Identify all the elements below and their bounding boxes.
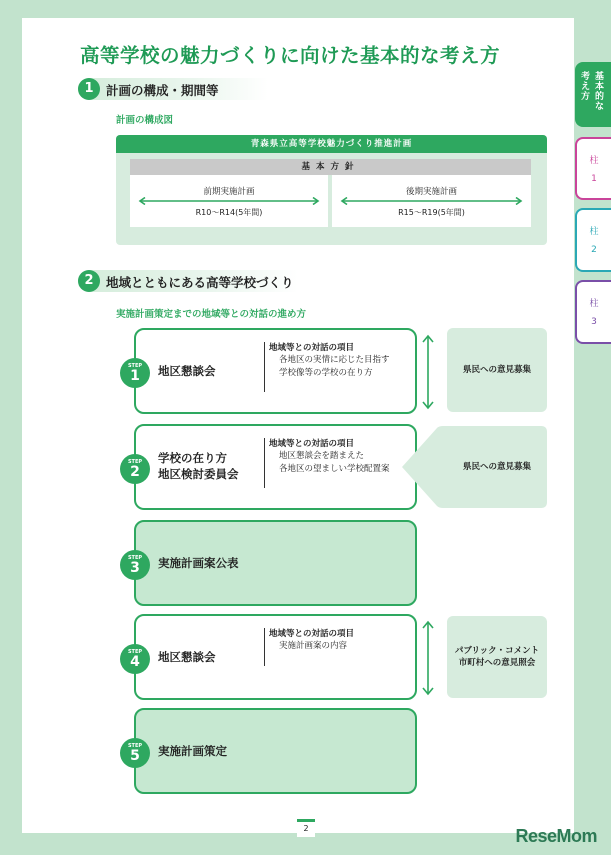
step-1-box [127, 328, 417, 414]
tab-pillar-label: 柱 [589, 227, 599, 237]
side-box-3-line2: 市町村への意見照会 [458, 658, 536, 668]
phase-late-period: R15～R19(5年間) [398, 208, 465, 217]
step-1-badge [120, 358, 150, 388]
section-1-sub-label: 計画の構成図 [116, 115, 174, 126]
step-5-badge [120, 738, 150, 768]
dialog-line: 各地区の実情に応じた目指す [279, 355, 390, 365]
section-2-title: 地域とともにある高等学校づくり [106, 275, 294, 290]
step-3-badge [120, 550, 150, 580]
step-2-dialog [264, 438, 390, 488]
tab-pillar-number: 1 [591, 174, 597, 184]
tab-pillar-1[interactable] [575, 137, 611, 200]
dialog-line: 学校像等の学校の在り方 [279, 368, 373, 378]
step-2-title-line1: 学校の在り方 [158, 451, 227, 465]
step-number: 1 [130, 368, 140, 384]
section-2-number: 2 [78, 270, 100, 292]
double-arrow-icon [138, 197, 320, 205]
step-1-title: 地区懇談会 [158, 364, 216, 378]
tab-basic-approach-col1: 基本的な [594, 72, 604, 112]
plan-structure-diagram [116, 135, 547, 245]
vertical-double-arrow-icon [420, 620, 436, 696]
tab-pillar-number: 3 [591, 317, 597, 327]
side-box-1 [447, 328, 547, 412]
step-4-dialog [264, 628, 354, 666]
basic-policy: 基本方針 [130, 159, 531, 175]
dialog-line: 各地区の望ましい学校配置案 [279, 464, 390, 474]
dialog-line: 実施計画案の内容 [279, 641, 348, 651]
step-word: STEP [127, 459, 143, 465]
tab-pillar-3[interactable] [575, 280, 611, 344]
side-box-1-text: 県民への意見募集 [462, 365, 531, 375]
step-word: STEP [127, 649, 143, 655]
page [22, 18, 574, 833]
step-number: 4 [130, 654, 140, 670]
step-2-badge [120, 454, 150, 484]
step-3-title: 実施計画案公表 [158, 556, 239, 570]
step-number: 5 [130, 748, 140, 764]
step-word: STEP [127, 363, 143, 369]
section-1-number: 1 [78, 78, 100, 100]
step-2-box [127, 424, 417, 510]
plan-title: 青森県立高等学校魅力づくり推進計画 [116, 135, 547, 153]
tab-pillar-2[interactable] [575, 208, 611, 272]
resemom-logo: ReseMom [515, 826, 597, 846]
side-box-3 [447, 616, 547, 698]
side-box-3-line1: パブリック・コメント [454, 646, 540, 656]
side-box-2-text: 県民への意見募集 [462, 462, 531, 472]
section-2-sub-label: 実施計画策定までの地域等との対話の進め方 [116, 309, 307, 320]
double-arrow-icon [340, 197, 523, 205]
section-1-title: 計画の構成・期間等 [106, 83, 219, 98]
dialog-heading: 地域等との対話の項目 [269, 343, 355, 353]
step-3-box [127, 520, 417, 606]
step-2-title-line2: 地区検討委員会 [158, 467, 239, 481]
phase-late [332, 175, 531, 227]
step-number: 3 [130, 560, 140, 576]
phase-early [130, 175, 328, 227]
step-word: STEP [127, 555, 143, 561]
tab-pillar-label: 柱 [589, 299, 599, 309]
step-number: 2 [130, 464, 140, 480]
phase-early-period: R10～R14(5年間) [195, 208, 263, 217]
dialog-line: 地区懇談会を踏まえた [279, 451, 365, 461]
page-number: 2 [297, 819, 315, 837]
step-word: STEP [127, 743, 143, 749]
tab-basic-approach-col2: 考え方 [580, 72, 590, 102]
step-4-box [127, 614, 417, 700]
phase-early-name: 前期実施計画 [203, 187, 255, 197]
step-1-dialog [264, 342, 390, 392]
dialog-heading: 地域等との対話の項目 [269, 439, 355, 449]
tab-basic-approach[interactable] [575, 62, 611, 127]
step-4-title: 地区懇談会 [158, 650, 216, 664]
vertical-double-arrow-icon [420, 334, 436, 410]
step-5-box [127, 708, 417, 794]
page-title: 高等学校の魅力づくりに向けた基本的な考え方 [80, 44, 501, 67]
phase-late-name: 後期実施計画 [405, 187, 457, 197]
dialog-heading: 地域等との対話の項目 [269, 629, 355, 639]
section-1-header [78, 78, 268, 100]
tab-pillar-label: 柱 [589, 156, 599, 166]
step-4-badge [120, 644, 150, 674]
step-5-title: 実施計画策定 [158, 744, 227, 758]
section-2-header [78, 270, 298, 292]
tab-pillar-number: 2 [591, 245, 597, 255]
